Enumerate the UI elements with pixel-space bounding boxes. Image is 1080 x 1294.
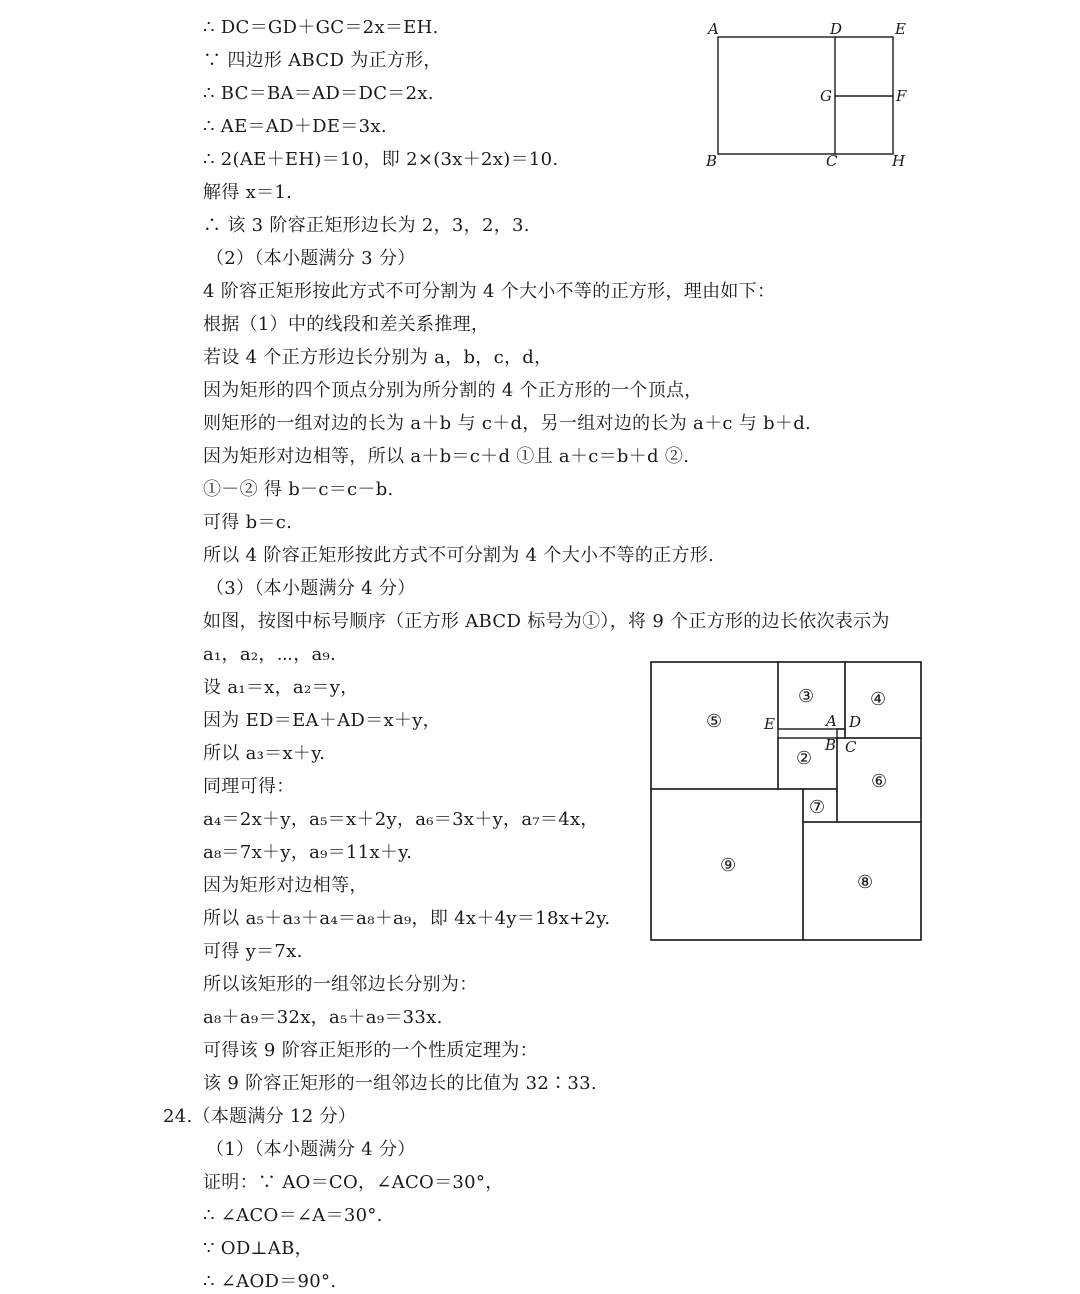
square-label-8: ⑧ — [857, 872, 874, 893]
solution-line-31: a₈＋a₉＝32x，a₅＋a₉＝33x. — [203, 1007, 443, 1028]
label2-B: B — [825, 736, 837, 754]
square-label-5: ⑤ — [706, 711, 723, 732]
label-G: G — [820, 87, 832, 105]
square-label-9: ⑨ — [720, 855, 737, 876]
proof-line-1: 证明：∵ AO＝CO，∠ACO＝30°， — [203, 1172, 504, 1193]
solution-line-1: ∴ DC＝GD＋GC＝2x＝EH. — [203, 17, 439, 38]
solution-line-3: ∴ BC＝BA＝AD＝DC＝2x. — [203, 83, 434, 104]
label-A: A — [708, 20, 719, 38]
subquestion-heading-2: （2）（本小题满分 3 分） — [206, 248, 416, 269]
subquestion-heading-3: （3）（本小题满分 4 分） — [206, 578, 416, 599]
solution-line-15: ①－② 得 b－c＝c－b. — [203, 479, 394, 500]
proof-line-2: ∴ ∠ACO＝∠A＝30°. — [203, 1205, 383, 1226]
label-F: F — [896, 87, 907, 105]
proof-line-3: ∵ OD⊥AB， — [203, 1238, 313, 1259]
subquestion-heading-1: （1）（本小题满分 4 分） — [206, 1139, 416, 1160]
square-label-2: ② — [796, 748, 813, 769]
label2-A: A — [826, 712, 837, 730]
solution-line-10: 根据（1）中的线段和差关系推理， — [203, 314, 490, 335]
figure-3rd-order-rectangle — [718, 37, 893, 154]
solution-line-30: 所以该矩形的一组邻边长分别为： — [203, 974, 478, 995]
solution-line-5: ∴ 2(AE＋EH)＝10，即 2×(3x＋2x)＝10. — [203, 149, 559, 170]
square-label-3: ③ — [798, 686, 815, 707]
solution-line-22: 因为 ED＝EA＋AD＝x＋y， — [203, 710, 441, 731]
square-label-7: ⑦ — [809, 797, 826, 818]
solution-line-16: 可得 b＝c. — [203, 512, 293, 533]
solution-line-32: 可得该 9 阶容正矩形的一个性质定理为： — [203, 1040, 538, 1061]
solution-line-27: 因为矩形对边相等， — [203, 875, 368, 896]
question-24-heading: 24.（本题满分 12 分） — [163, 1106, 357, 1127]
square-label-6: ⑥ — [871, 771, 888, 792]
solution-line-2: ∵ 四边形 ABCD 为正方形， — [203, 50, 442, 71]
label-C: C — [826, 152, 838, 170]
solution-line-6: 解得 x＝1. — [203, 182, 293, 203]
label-E: E — [895, 20, 906, 38]
square-label-4: ④ — [870, 689, 887, 710]
solution-line-11: 若设 4 个正方形边长分别为 a，b，c，d， — [203, 347, 553, 368]
label2-C: C — [845, 738, 857, 756]
solution-line-12: 因为矩形的四个顶点分别为所分割的 4 个正方形的一个顶点， — [203, 380, 703, 401]
solution-line-23: 所以 a₃＝x＋y. — [203, 743, 326, 764]
square-1 — [837, 729, 845, 738]
solution-line-29: 可得 y＝7x. — [203, 941, 303, 962]
label-B: B — [706, 152, 718, 170]
solution-line-20: a₁，a₂，⋯，a₉. — [203, 644, 337, 665]
proof-line-4: ∴ ∠AOD＝90°. — [203, 1271, 337, 1292]
solution-line-21: 设 a₁＝x，a₂＝y， — [203, 677, 359, 698]
label-D: D — [830, 20, 843, 38]
solution-line-24: 同理可得： — [203, 776, 295, 797]
label2-E: E — [764, 715, 775, 733]
solution-line-33: 该 9 阶容正矩形的一组邻边长的比值为 32∶33. — [203, 1073, 597, 1094]
solution-line-25: a₄＝2x＋y，a₅＝x＋2y，a₆＝3x＋y，a₇＝4x， — [203, 809, 599, 830]
solution-line-19: 如图，按图中标号顺序（正方形 ABCD 标号为①），将 9 个正方形的边长依次表示为 — [203, 611, 890, 632]
solution-line-7: ∴ 该 3 阶容正矩形边长为 2，3，2，3. — [203, 215, 530, 236]
solution-line-26: a₈＝7x＋y，a₉＝11x＋y. — [203, 842, 413, 863]
label2-D: D — [849, 713, 862, 731]
label-H: H — [892, 152, 906, 170]
solution-line-13: 则矩形的一组对边的长为 a＋b 与 c＋d，另一组对边的长为 a＋c 与 b＋d. — [203, 413, 812, 434]
solution-line-4: ∴ AE＝AD＋DE＝3x. — [203, 116, 387, 137]
solution-line-28: 所以 a₅＋a₃＋a₄＝a₈＋a₉，即 4x＋4y＝18x+2y. — [203, 908, 611, 929]
solution-line-9: 4 阶容正矩形按此方式不可分割为 4 个大小不等的正方形，理由如下： — [203, 281, 776, 302]
solution-line-17: 所以 4 阶容正矩形按此方式不可分割为 4 个大小不等的正方形. — [203, 545, 715, 566]
solution-line-14: 因为矩形对边相等，所以 a＋b＝c＋d ①且 a＋c＝b＋d ②. — [203, 446, 690, 467]
